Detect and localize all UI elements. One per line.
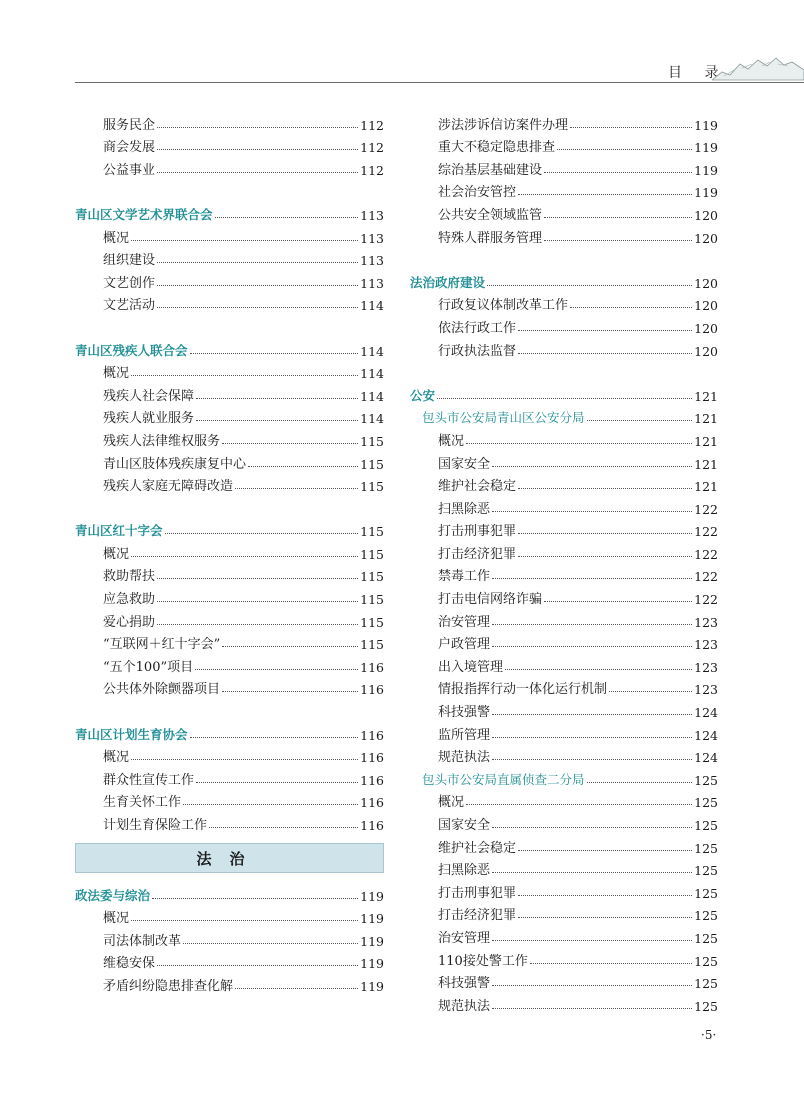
toc-entry[interactable]: 矛盾纠纷隐患排查化解 119 — [103, 978, 384, 994]
toc-left-column — [75, 110, 384, 994]
toc-subcategory[interactable]: 包头市公安局青山区公安分局 121 — [422, 410, 718, 427]
toc-entry[interactable]: 群众性宣传工作 116 — [103, 772, 384, 788]
toc-entry[interactable]: 情报指挥行动一体化运行机制 123 — [438, 682, 718, 698]
toc-entry[interactable]: 110接处警工作 125 — [438, 953, 718, 969]
toc-entry[interactable]: 规范执法 125 — [438, 998, 718, 1014]
toc-entry[interactable]: 生育关怀工作 116 — [103, 795, 384, 811]
toc-category[interactable]: 青山区文学艺术界联合会 113 — [75, 206, 384, 223]
toc-entry[interactable]: “五个100”项目 116 — [103, 659, 384, 675]
toc-entry[interactable]: 社会治安管控 119 — [438, 185, 718, 201]
toc-entry[interactable]: 文艺创作 113 — [103, 275, 384, 291]
toc-right-column — [410, 110, 718, 1014]
toc-category[interactable]: 青山区红十字会 115 — [75, 523, 384, 540]
toc-entry[interactable]: 打击刑事犯罪 122 — [438, 524, 718, 540]
toc-entry[interactable]: 重大不稳定隐患排查 119 — [438, 140, 718, 156]
toc-entry[interactable]: 残疾人法律维权服务 115 — [103, 433, 384, 449]
toc-entry[interactable]: 国家安全 121 — [438, 456, 718, 472]
toc-entry[interactable]: 维护社会稳定 125 — [438, 840, 718, 856]
toc-entry[interactable]: 公共体外除颤器项目 116 — [103, 682, 384, 698]
toc-entry[interactable]: 应急救助 115 — [103, 592, 384, 608]
toc-entry[interactable]: 概况 119 — [103, 911, 384, 927]
toc-entry[interactable]: 特殊人群服务管理 120 — [438, 230, 718, 246]
toc-entry[interactable]: 监所管理 124 — [438, 727, 718, 743]
toc-entry[interactable]: 计划生育保险工作 116 — [103, 818, 384, 833]
toc-entry[interactable]: 概况 121 — [438, 433, 718, 449]
page-number: ·5· — [701, 1028, 717, 1042]
toc-entry[interactable]: 综治基层基础建设 119 — [438, 162, 718, 178]
toc-entry[interactable]: 概况 116 — [103, 750, 384, 766]
toc-entry[interactable]: 打击电信网络诈骗 122 — [438, 592, 718, 608]
toc-entry[interactable]: 商会发展 112 — [103, 140, 384, 156]
toc-entry[interactable]: 概况 115 — [103, 546, 384, 562]
toc-entry[interactable]: 文艺活动 114 — [103, 298, 384, 314]
toc-entry[interactable]: 扫黑除恶 125 — [438, 863, 718, 879]
toc-entry[interactable]: 打击刑事犯罪 125 — [438, 885, 718, 901]
header-rule — [75, 82, 804, 83]
toc-entry[interactable]: 维稳安保 119 — [103, 956, 384, 972]
toc-subcategory[interactable]: 包头市公安局直属侦查二分局 125 — [422, 771, 718, 788]
toc-entry[interactable]: 户政管理 123 — [438, 637, 718, 653]
toc-entry[interactable]: 司法体制改革 119 — [103, 933, 384, 949]
toc-entry[interactable]: 规范执法 124 — [438, 750, 718, 766]
section-banner-title: 法治 — [196, 849, 263, 868]
mountain-decoration-icon — [712, 54, 804, 82]
toc-entry[interactable]: 组织建设 113 — [103, 253, 384, 269]
toc-entry[interactable]: 国家安全 125 — [438, 818, 718, 833]
toc-entry[interactable]: 爱心捐助 115 — [103, 614, 384, 630]
toc-entry[interactable]: 行政复议体制改革工作 120 — [438, 298, 718, 314]
toc-entry[interactable]: 治安管理 125 — [438, 930, 718, 946]
toc-entry[interactable]: 公益事业 112 — [103, 162, 384, 178]
section-banner — [75, 843, 384, 873]
toc-entry[interactable]: 青山区肢体残疾康复中心 115 — [103, 456, 384, 472]
toc-category[interactable]: 青山区残疾人联合会 114 — [75, 342, 384, 359]
toc-entry[interactable]: 概况 114 — [103, 366, 384, 382]
toc-entry[interactable]: 残疾人就业服务 114 — [103, 411, 384, 427]
toc-entry[interactable]: 维护社会稳定 121 — [438, 479, 718, 495]
toc-category[interactable]: 政法委与综治 119 — [75, 887, 384, 904]
toc-entry[interactable]: 科技强警 125 — [438, 976, 718, 992]
toc-entry[interactable]: 服务民企 112 — [103, 117, 384, 133]
toc-entry[interactable]: 残疾人社会保障 114 — [103, 388, 384, 404]
toc-entry[interactable]: “互联网＋红十字会” 115 — [103, 637, 384, 653]
toc-entry[interactable]: 公共安全领域监管 120 — [438, 207, 718, 223]
toc-entry[interactable]: 概况 113 — [103, 230, 384, 246]
toc-category[interactable]: 青山区计划生育协会 116 — [75, 726, 384, 743]
toc-entry[interactable]: 打击经济犯罪 125 — [438, 908, 718, 924]
toc-entry[interactable]: 扫黑除恶 122 — [438, 501, 718, 517]
page-header-title: 目 录 — [668, 65, 728, 81]
toc-entry[interactable]: 涉法涉诉信访案件办理 119 — [438, 117, 718, 133]
toc-category[interactable]: 公安 121 — [410, 387, 718, 404]
toc-entry[interactable]: 出入境管理 123 — [438, 659, 718, 675]
toc-entry[interactable]: 残疾人家庭无障碍改造 115 — [103, 479, 384, 495]
toc-entry[interactable]: 依法行政工作 120 — [438, 320, 718, 336]
toc-entry[interactable]: 治安管理 123 — [438, 614, 718, 630]
toc-entry[interactable]: 科技强警 124 — [438, 705, 718, 721]
toc-entry[interactable]: 打击经济犯罪 122 — [438, 546, 718, 562]
toc-entry[interactable]: 救助帮扶 115 — [103, 569, 384, 585]
toc-entry[interactable]: 禁毒工作 122 — [438, 569, 718, 585]
toc-category[interactable]: 法治政府建设 120 — [410, 274, 718, 291]
toc-entry[interactable]: 概况 125 — [438, 795, 718, 811]
toc-entry[interactable]: 行政执法监督 120 — [438, 343, 718, 359]
